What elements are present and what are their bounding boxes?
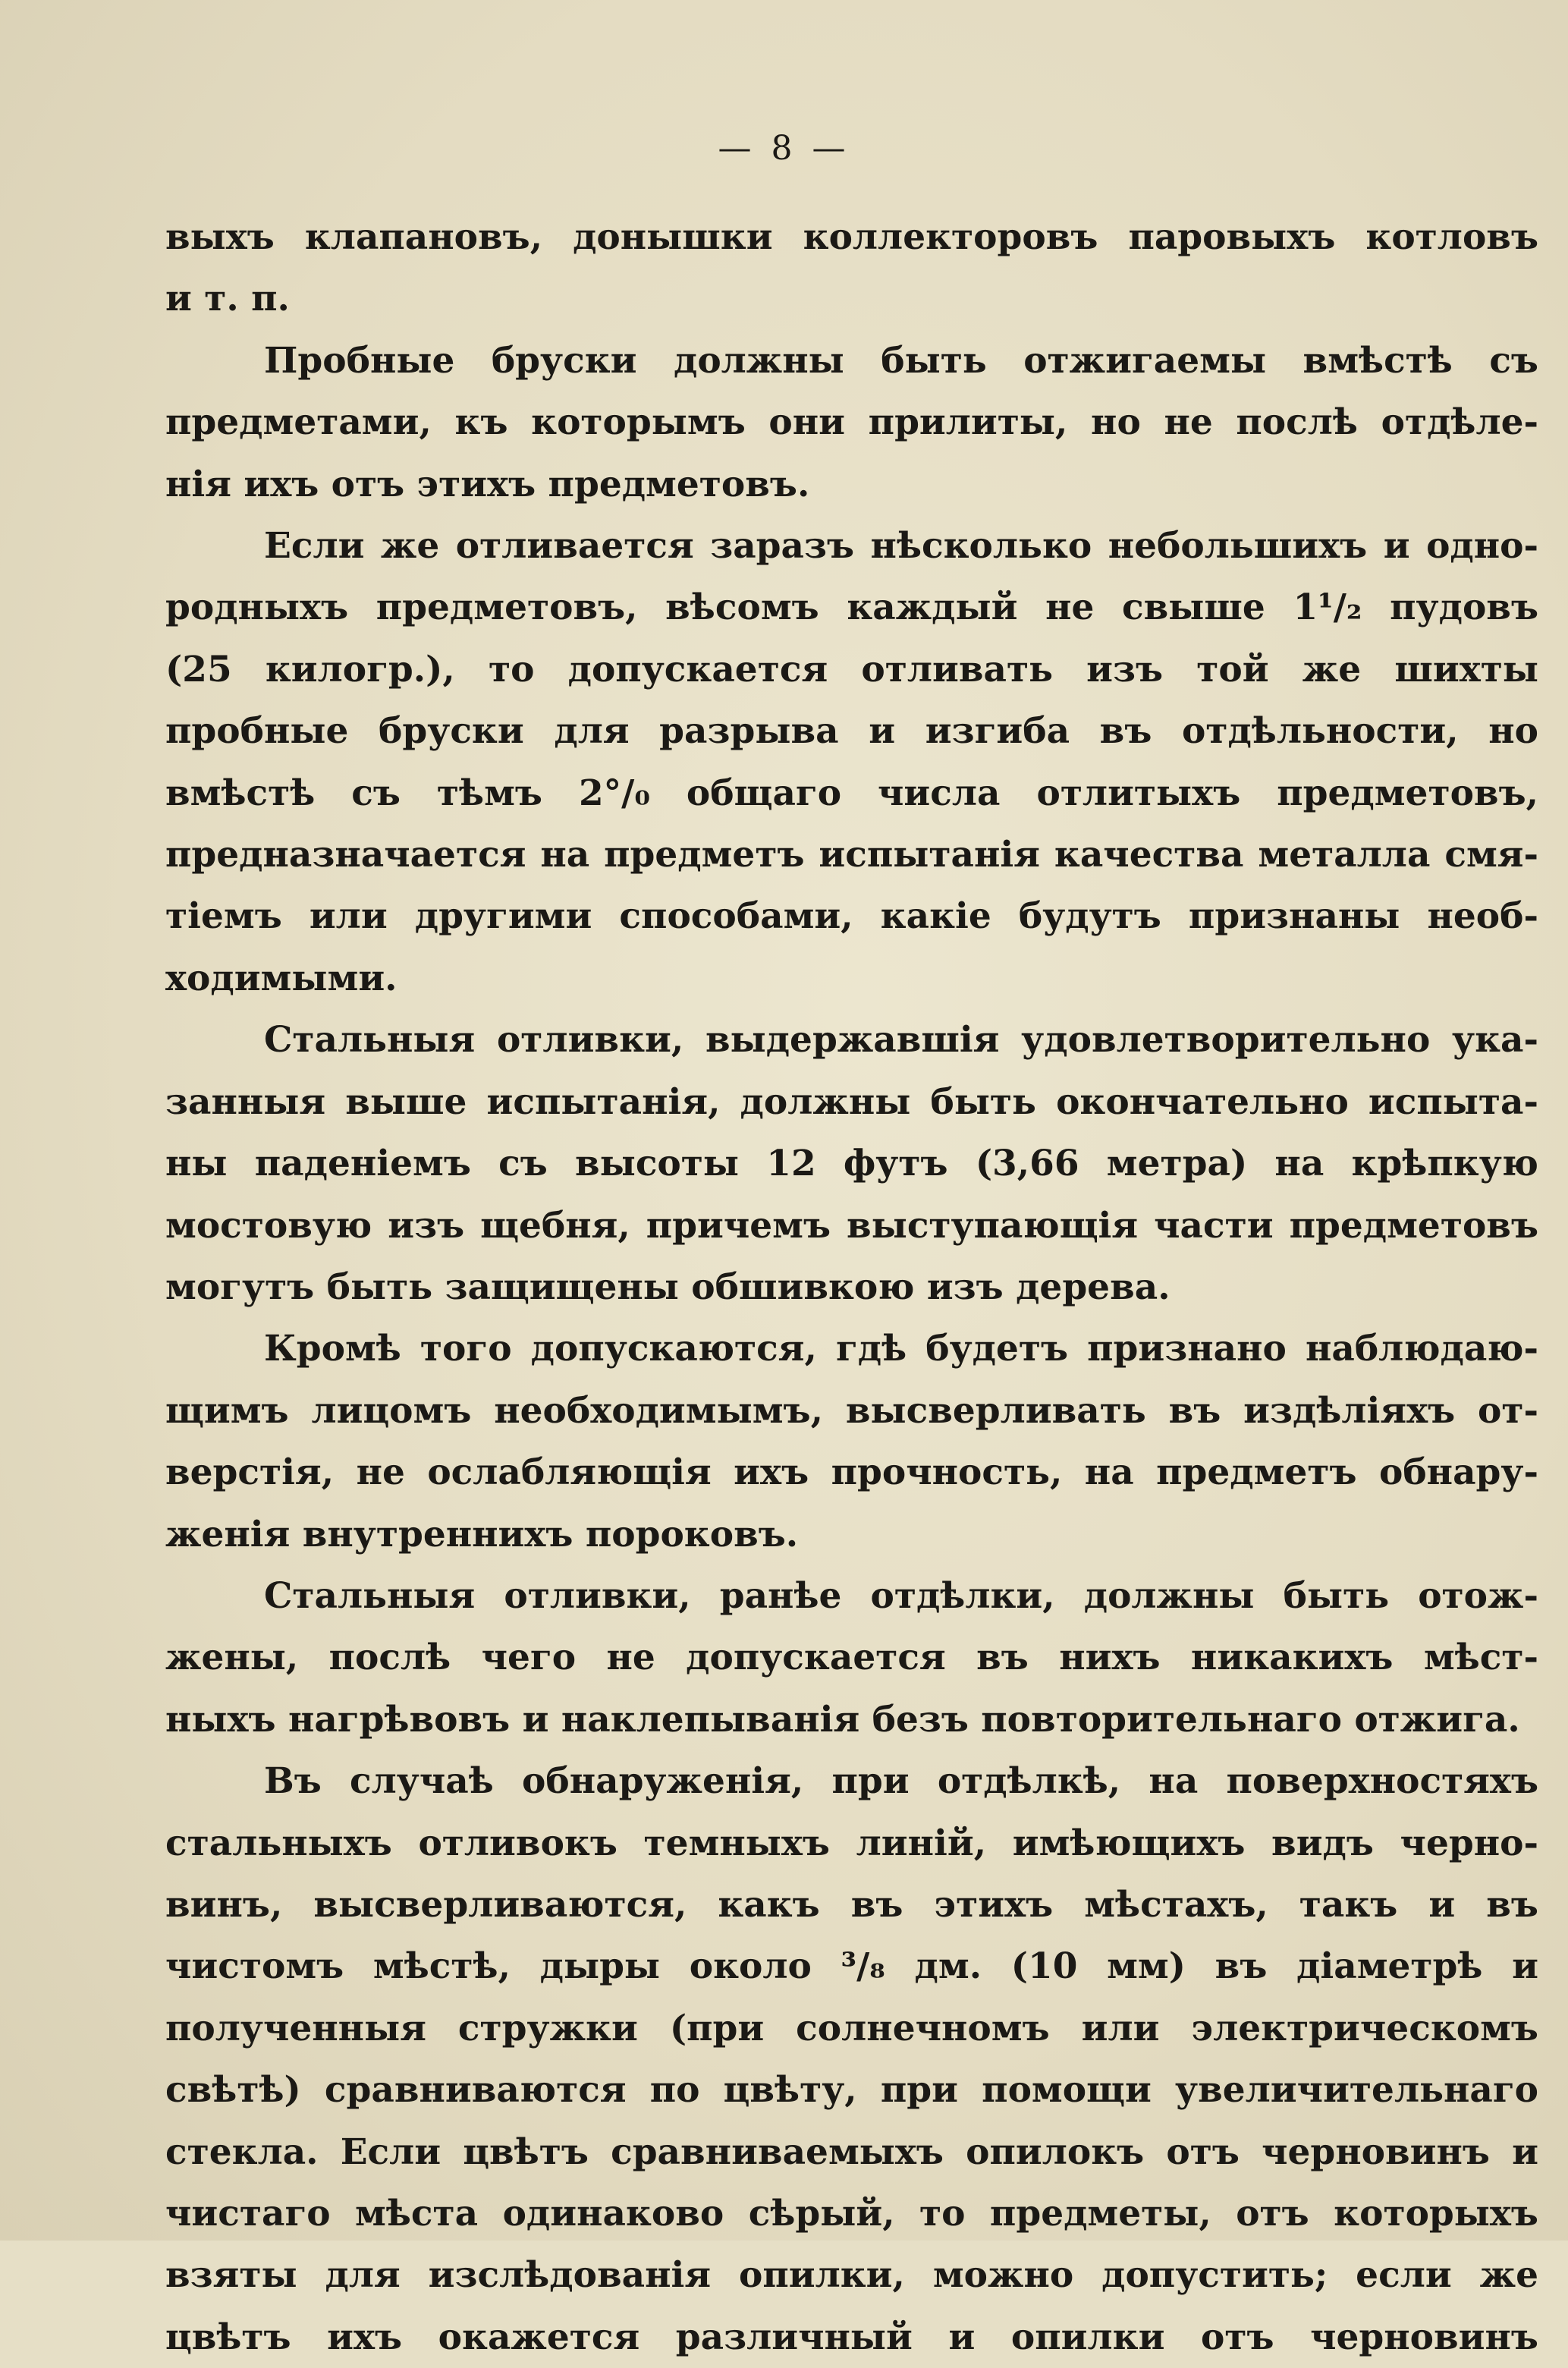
- text-line: предметами, къ которымъ они прилиты, но не послѣ отдѣле-: [165, 401, 1538, 444]
- text-line: женія внутреннихъ пороковъ.: [165, 1513, 799, 1555]
- text-line: стальныхъ отливокъ темныхъ линій, имѣющихъ видъ черно-: [165, 1822, 1538, 1864]
- text-line: пробные бруски для разрыва и изгиба въ отдѣльности, но: [165, 710, 1538, 753]
- page-number-header: — 8 —: [718, 129, 850, 168]
- text-line: чистаго мѣста одинаково сѣрый, то предметы, отъ которыхъ: [165, 2193, 1538, 2234]
- paragraph-start-line: Пробные бруски должны быть отжигаемы вмѣстѣ съ: [264, 339, 1538, 382]
- text-line: цвѣтъ ихъ окажется различный и опилки отъ черновинъ: [165, 2316, 1538, 2358]
- text-line: и т. п.: [165, 278, 290, 320]
- paragraph-start-line: Если же отливается заразъ нѣсколько небольшихъ и одно-: [264, 525, 1538, 568]
- text-line: выхъ клапановъ, донышки коллекторовъ паровыхъ котловъ: [165, 216, 1538, 258]
- paragraph-start-line: Стальныя отливки, ранѣе отдѣлки, должны быть отож-: [264, 1574, 1538, 1617]
- text-line: занныя выше испытанія, должны быть окончательно испыта-: [165, 1080, 1538, 1123]
- body-text: [165, 206, 1538, 2368]
- paragraph-start-line: Кромѣ того допускаются, гдѣ будетъ признано наблюдаю-: [264, 1328, 1538, 1370]
- text-line: ны паденіемъ съ высоты 12 футъ (3,66 метра) на крѣпкую: [165, 1143, 1538, 1185]
- text-line: чистомъ мѣстѣ, дыры около ³/₈ дм. (10 мм) въ діаметрѣ и: [165, 1945, 1538, 1988]
- text-line: предназначается на предметъ испытанія качества металла смя-: [165, 834, 1538, 876]
- text-line: верстія, не ослабляющія ихъ прочность, на предметъ обнару-: [165, 1451, 1538, 1494]
- text-line: щимъ лицомъ необходимымъ, высверливать въ издѣліяхъ от-: [165, 1389, 1538, 1432]
- text-line: могутъ быть защищены обшивкою изъ дерева.: [165, 1266, 1171, 1308]
- text-line: стекла. Если цвѣтъ сравниваемыхъ опилокъ отъ черновинъ и: [165, 2131, 1538, 2173]
- text-line: мостовую изъ щебня, причемъ выступающія части предметовъ: [165, 1204, 1538, 1247]
- text-line: родныхъ предметовъ, вѣсомъ каждый не свыше 1¹/₂ пудовъ: [165, 586, 1538, 629]
- text-line: (25 килогр.), то допускается отливать изъ той же шихты: [165, 648, 1538, 690]
- text-line: ныхъ нагрѣвовъ и наклепыванія безъ повторительнаго отжига.: [165, 1698, 1520, 1741]
- text-line: нія ихъ отъ этихъ предметовъ.: [165, 463, 810, 505]
- text-line: тіемъ или другими способами, какіе будутъ признаны необ-: [165, 895, 1538, 938]
- text-line: взяты для изслѣдованія опилки, можно допустить; если же: [165, 2254, 1538, 2297]
- paragraph-start-line: Стальныя отливки, выдержавшія удовлетворительно ука-: [264, 1019, 1538, 1061]
- text-line: свѣтѣ) сравниваются по цвѣту, при помощи увеличительнаго: [165, 2069, 1538, 2112]
- text-line: винъ, высверливаются, какъ въ этихъ мѣстахъ, такъ и въ: [165, 1883, 1538, 1926]
- text-line: ходимыми.: [165, 957, 397, 999]
- text-line: жены, послѣ чего не допускается въ нихъ никакихъ мѣст-: [165, 1637, 1538, 1679]
- paragraph-start-line: Въ случаѣ обнаруженія, при отдѣлкѣ, на поверхностяхъ: [264, 1760, 1538, 1803]
- text-line: вмѣстѣ съ тѣмъ 2°/₀ общаго числа отлитыхъ предметовъ,: [165, 772, 1538, 814]
- text-line: полученныя стружки (при солнечномъ или электрическомъ: [165, 2007, 1538, 2049]
